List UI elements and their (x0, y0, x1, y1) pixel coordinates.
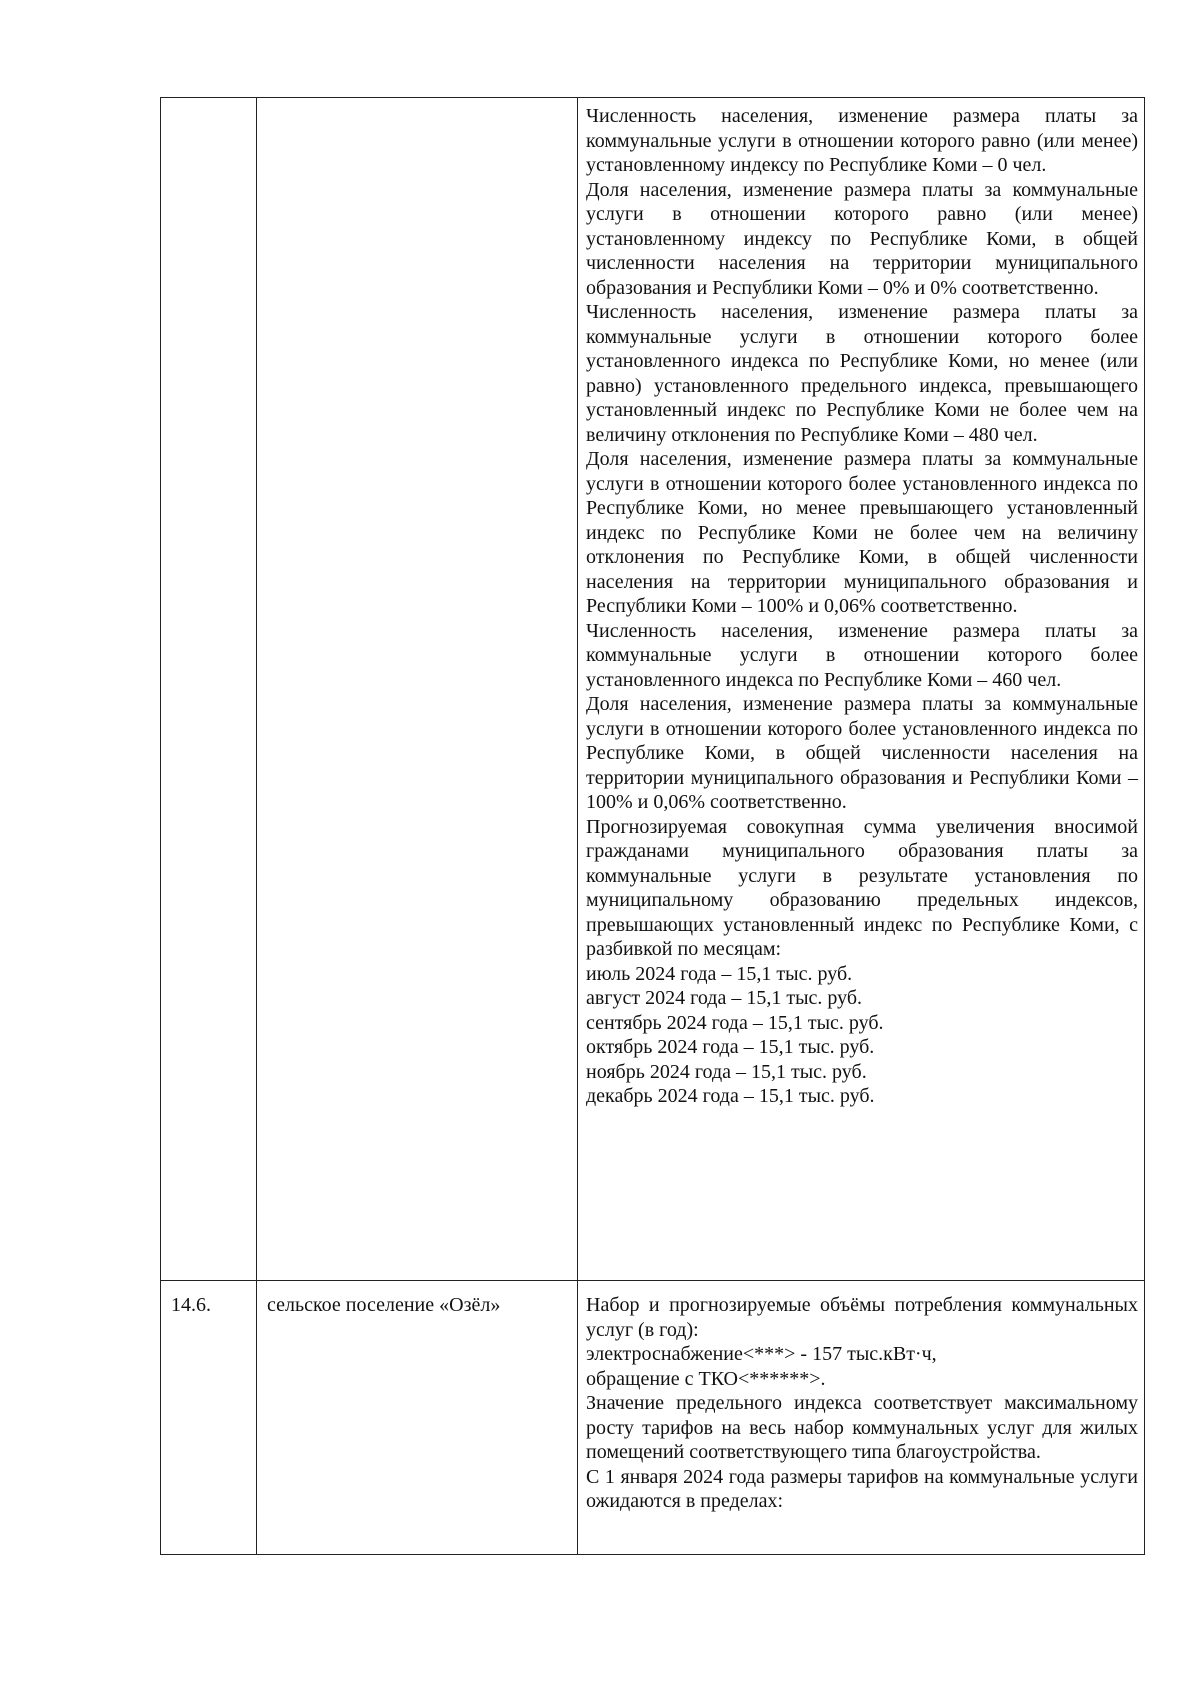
service-line: электроснабжение<***> - 157 тыс.кВт·ч, (586, 1343, 937, 1365)
month-line: июль 2024 года – 15,1 тыс. руб. (586, 962, 853, 985)
row-name-cell (257, 1281, 578, 1555)
month-line: декабрь 2024 года – 15,1 тыс. руб. (586, 1085, 875, 1107)
row-number-cell (161, 1281, 257, 1555)
text-paragraph: Доля населения, изменение размера платы за коммунальные услуги в отношении которого равно (или менее) установленному индексу по Республике Коми, в общей численности населения на территории муниципального образования и Республики Коми – 0% и 0% соответственно. (586, 178, 1138, 299)
text-paragraph: Значение предельного индекса соответствует максимальному росту тарифов на весь набор коммунальных услуг для жилых помещений соответствующего типа благоустройства. (586, 1392, 1138, 1463)
text-paragraph: Доля населения, изменение размера платы за коммунальные услуги в отношении которого более установленного индекса по Республике Коми, но менее превышающего установленный индекс по Республике Коми не более чем на величину отклонения по Республике Коми, в общей численности населения на территории муниципального образования и Республики Коми – 100% и 0,06% соответственно. (586, 448, 1138, 617)
text-paragraph: Доля населения, изменение размера платы за коммунальные услуги в отношении которого более установленного индекса по Республике Коми, в общей численности населения на территории муниципального образования и Республики Коми – 100% и 0,06% соответственно. (586, 693, 1138, 813)
table-row (161, 98, 1145, 1281)
text-paragraph: Численность населения, изменение размера платы за коммунальные услуги в отношении которого более установленного индекса по Республике Коми – 460 чел. (586, 619, 1138, 691)
document-table (160, 97, 1145, 1555)
row-name-cell (257, 98, 578, 1281)
text-paragraph: Численность населения, изменение размера платы за коммунальные услуги в отношении которого более установленного индекса по Республике Коми, но менее (или равно) установленного предельного индекса, превышающего установленный индекс по Республике Коми не более чем на величину отклонения по Республике Коми – 480 чел. (586, 301, 1138, 446)
month-line: август 2024 года – 15,1 тыс. руб. (586, 987, 863, 1009)
row-number-cell (161, 98, 257, 1281)
month-line: ноябрь 2024 года – 15,1 тыс. руб. (586, 1060, 867, 1083)
text-paragraph: Численность населения, изменение размера платы за коммунальные услуги в отношении которого равно (или менее) установленному индексу по Республике Коми – 0 чел. (586, 105, 1138, 176)
table-row (161, 1281, 1145, 1555)
row-name: сельское поселение «Озёл» (267, 1294, 501, 1316)
text-paragraph: Прогнозируемая совокупная сумма увеличения вносимой гражданами муниципального образования платы за коммунальные услуги в результате установления по муниципальному образованию предельных индексов, превышающих установленный индекс по Республике Коми, с разбивкой по месяцам: (586, 815, 1138, 960)
service-line: обращение с ТКО<******>. (586, 1367, 826, 1390)
row-text-cell (578, 98, 1145, 1281)
month-line: октябрь 2024 года – 15,1 тыс. руб. (586, 1036, 875, 1058)
text-paragraph: С 1 января 2024 года размеры тарифов на коммунальные услуги ожидаются в пределах: (586, 1465, 1138, 1512)
text-paragraph: Набор и прогнозируемые объёмы потребления коммунальных услуг (в год): (586, 1294, 1138, 1341)
row-text-cell (578, 1281, 1145, 1555)
month-line: сентябрь 2024 года – 15,1 тыс. руб. (586, 1011, 884, 1034)
row-number: 14.6. (171, 1294, 211, 1316)
